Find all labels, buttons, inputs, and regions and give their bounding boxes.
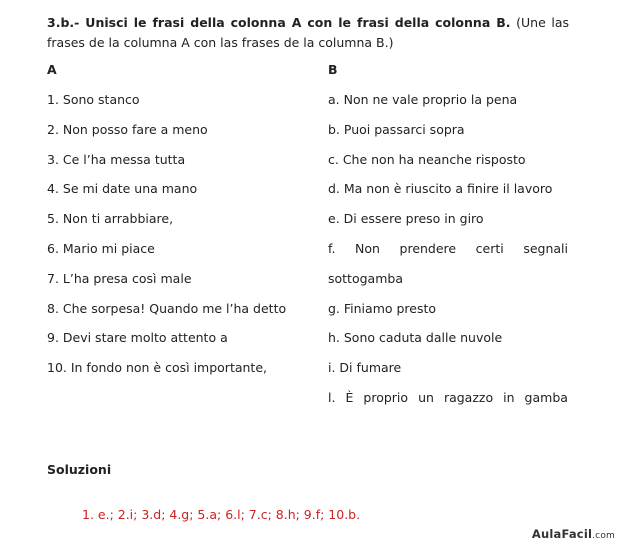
column-a-item: 9. Devi stare molto attento a [47,330,228,346]
logo-tld: .com [592,531,615,541]
column-b-item: h. Sono caduta dalle nuvole [328,330,503,346]
word: l. [328,389,336,405]
word: ragazzo [443,389,494,405]
instructions-spanish: (Une las frases de la columna A con las frases de la columna B.) [47,15,570,50]
column-a-item: 2. Non posso fare a meno [47,121,208,137]
word: in [503,389,515,405]
column-a-list [47,90,317,388]
column-a-item: 4. Se mi date una mano [47,181,198,197]
column-b-item-justified [328,239,568,269]
logo-brand: AulaFacil [531,527,593,541]
word: certi [475,240,504,256]
word: gamba [524,389,568,405]
word: Non [355,240,380,256]
column-a-header: A [47,62,57,77]
word: f. [328,240,336,256]
solutions-title: Soluzioni [47,462,112,477]
word: proprio [363,389,409,405]
column-b-item: g. Finiamo presto [328,300,437,316]
column-a-item: 5. Non ti arrabbiare, [47,211,174,227]
column-b-item-justified [328,388,568,418]
column-b-item: e. Di essere preso in giro [328,211,484,227]
column-b-item: c. Che non ha neanche risposto [328,151,526,167]
column-b-item: d. Ma non è riuscito a finire il lavoro [328,181,553,197]
word: un [418,389,434,405]
column-a-item: 10. In fondo non è così importante, [47,360,267,376]
solutions-text: 1. e.; 2.i; 3.d; 4.g; 5.a; 6.l; 7.c; 8.h; 9.f; 10.b. [82,507,361,522]
word: È [345,389,354,405]
column-b-item: a. Non ne vale proprio la pena [328,92,518,107]
aulafacil-logo [532,527,615,541]
column-a-item: 3. Ce l’ha messa tutta [47,151,186,167]
column-b-list [328,90,568,418]
column-a-item: 1. Sono stanco [47,92,140,107]
word: prendere [399,240,457,256]
column-a-item: 7. L’ha presa così male [47,270,192,286]
word: segnali [523,240,568,256]
exercise-instructions [47,13,569,53]
column-b-item: b. Puoi passarci sopra [328,121,465,137]
column-a-item: 8. Che sorpesa! Quando me l’ha detto [47,300,287,316]
column-a-item: 6. Mario mi piace [47,240,155,256]
column-b-header: B [328,62,338,77]
instructions-italian: 3.b.- Unisci le frasi della colonna A con le frasi della colonna B. [47,15,511,30]
column-b-item: sottogamba [328,270,403,286]
column-b-item: i. Di fumare [328,360,402,376]
